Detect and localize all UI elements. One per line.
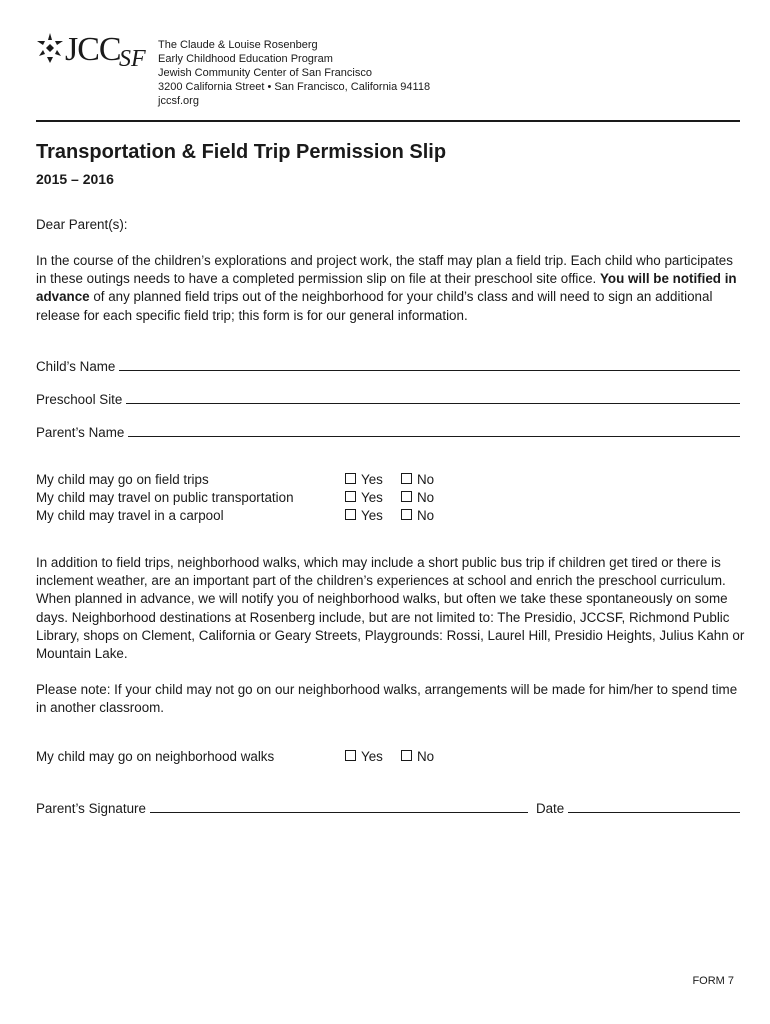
walks-no-checkbox[interactable] <box>401 748 434 766</box>
intro-paragraph <box>36 252 746 325</box>
child-name-label: Child’s Name <box>36 359 116 374</box>
field-trips-yes-checkbox[interactable] <box>345 471 383 489</box>
greeting: Dear Parent(s): <box>36 217 128 232</box>
walks-yes-checkbox[interactable] <box>345 748 383 766</box>
public-transport-no-checkbox[interactable] <box>401 489 434 507</box>
date-label: Date <box>535 801 565 816</box>
page-title: Transportation & Field Trip Permission Slip <box>36 141 447 163</box>
address-line: The Claude & Louise Rosenberg <box>158 39 318 51</box>
signature-label: Parent’s Signature <box>36 801 146 816</box>
yes-label: Yes <box>361 508 383 523</box>
preschool-site-line[interactable] <box>126 402 740 404</box>
intro-text-continued: of any planned field trips out of the neighborhood for your child’s class and will need to sign an additional release for each specific field trip; this form is for our general information. <box>36 289 713 323</box>
question-neighborhood-walks: My child may go on neighborhood walks <box>36 749 275 764</box>
question-public-transportation: My child may travel on public transportation <box>36 490 294 505</box>
field-trips-no-checkbox[interactable] <box>401 471 434 489</box>
organization-address <box>158 38 430 108</box>
intro-bold-text: You will be notified in advance <box>36 271 737 305</box>
preschool-site-field[interactable] <box>36 389 740 407</box>
jccsf-logo <box>35 28 147 76</box>
address-line: Early Childhood Education Program <box>158 53 333 65</box>
question-carpool: My child may travel in a carpool <box>36 508 224 523</box>
checkbox-icon[interactable] <box>345 491 356 502</box>
address-line: Jewish Community Center of San Francisco <box>158 67 372 79</box>
no-label: No <box>417 749 435 764</box>
no-label: No <box>417 508 435 523</box>
child-name-field[interactable] <box>36 356 740 374</box>
logo-wordmark: JCC <box>65 31 121 68</box>
parent-name-field[interactable] <box>36 422 740 440</box>
checkbox-icon[interactable] <box>401 509 412 520</box>
checkbox-icon[interactable] <box>345 509 356 520</box>
star-of-david-icon <box>35 32 65 64</box>
please-note-paragraph: Please note: If your child may not go on our neighborhood walks, arrangements will be made for him/her to spend time in another classroom. <box>36 682 738 716</box>
checkbox-icon[interactable] <box>345 750 356 761</box>
no-label: No <box>417 490 435 505</box>
school-year: 2015 – 2016 <box>36 171 114 187</box>
public-transport-yes-checkbox[interactable] <box>345 489 383 507</box>
checkbox-icon[interactable] <box>345 473 356 484</box>
form-number: FORM 7 <box>692 975 734 987</box>
carpool-no-checkbox[interactable] <box>401 507 434 525</box>
checkbox-icon[interactable] <box>401 473 412 484</box>
checkbox-icon[interactable] <box>401 750 412 761</box>
question-field-trips: My child may go on field trips <box>36 472 209 487</box>
neighborhood-walks-paragraph: In addition to field trips, neighborhood walks, which may include a short public bus trip if children get tired or there is inclement weather, are an important part of the children’s experiences at school and enrich the preschool curriculum. When planned in advance, we will notify you of neighborhood walks, but often we take these spontaneously on some days. Neighborhood destinations at Rosenberg include, but are not limited to: The Presidio, JCCSF, Richmond Public Library, shops on Clement, California or Geary Streets, Playgrounds: Rossi, Laurel Hill, Presidio Heights, Julius Kahn or Mountain Lake. <box>36 555 745 662</box>
yes-label: Yes <box>361 490 383 505</box>
logo-sf: SF <box>119 46 146 72</box>
preschool-site-label: Preschool Site <box>36 392 123 407</box>
signature-row <box>36 798 740 816</box>
parent-name-line[interactable] <box>128 435 740 437</box>
signature-line[interactable] <box>150 812 528 813</box>
child-name-line[interactable] <box>119 369 740 371</box>
yes-label: Yes <box>361 749 383 764</box>
website-link[interactable]: jccsf.org <box>158 95 199 107</box>
checkbox-icon[interactable] <box>401 491 412 502</box>
header-divider <box>36 120 740 122</box>
address-line: 3200 California Street • San Francisco, California 94118 <box>158 81 431 93</box>
no-label: No <box>417 472 435 487</box>
parent-name-label: Parent’s Name <box>36 425 125 440</box>
intro-text: In the course of the children’s explorations and project work, the staff may plan a field trip. Each child who participates in these outings needs to have a completed permission slip on file at their preschool site office. <box>36 253 733 287</box>
yes-label: Yes <box>361 472 383 487</box>
carpool-yes-checkbox[interactable] <box>345 507 383 525</box>
date-line[interactable] <box>568 812 740 813</box>
